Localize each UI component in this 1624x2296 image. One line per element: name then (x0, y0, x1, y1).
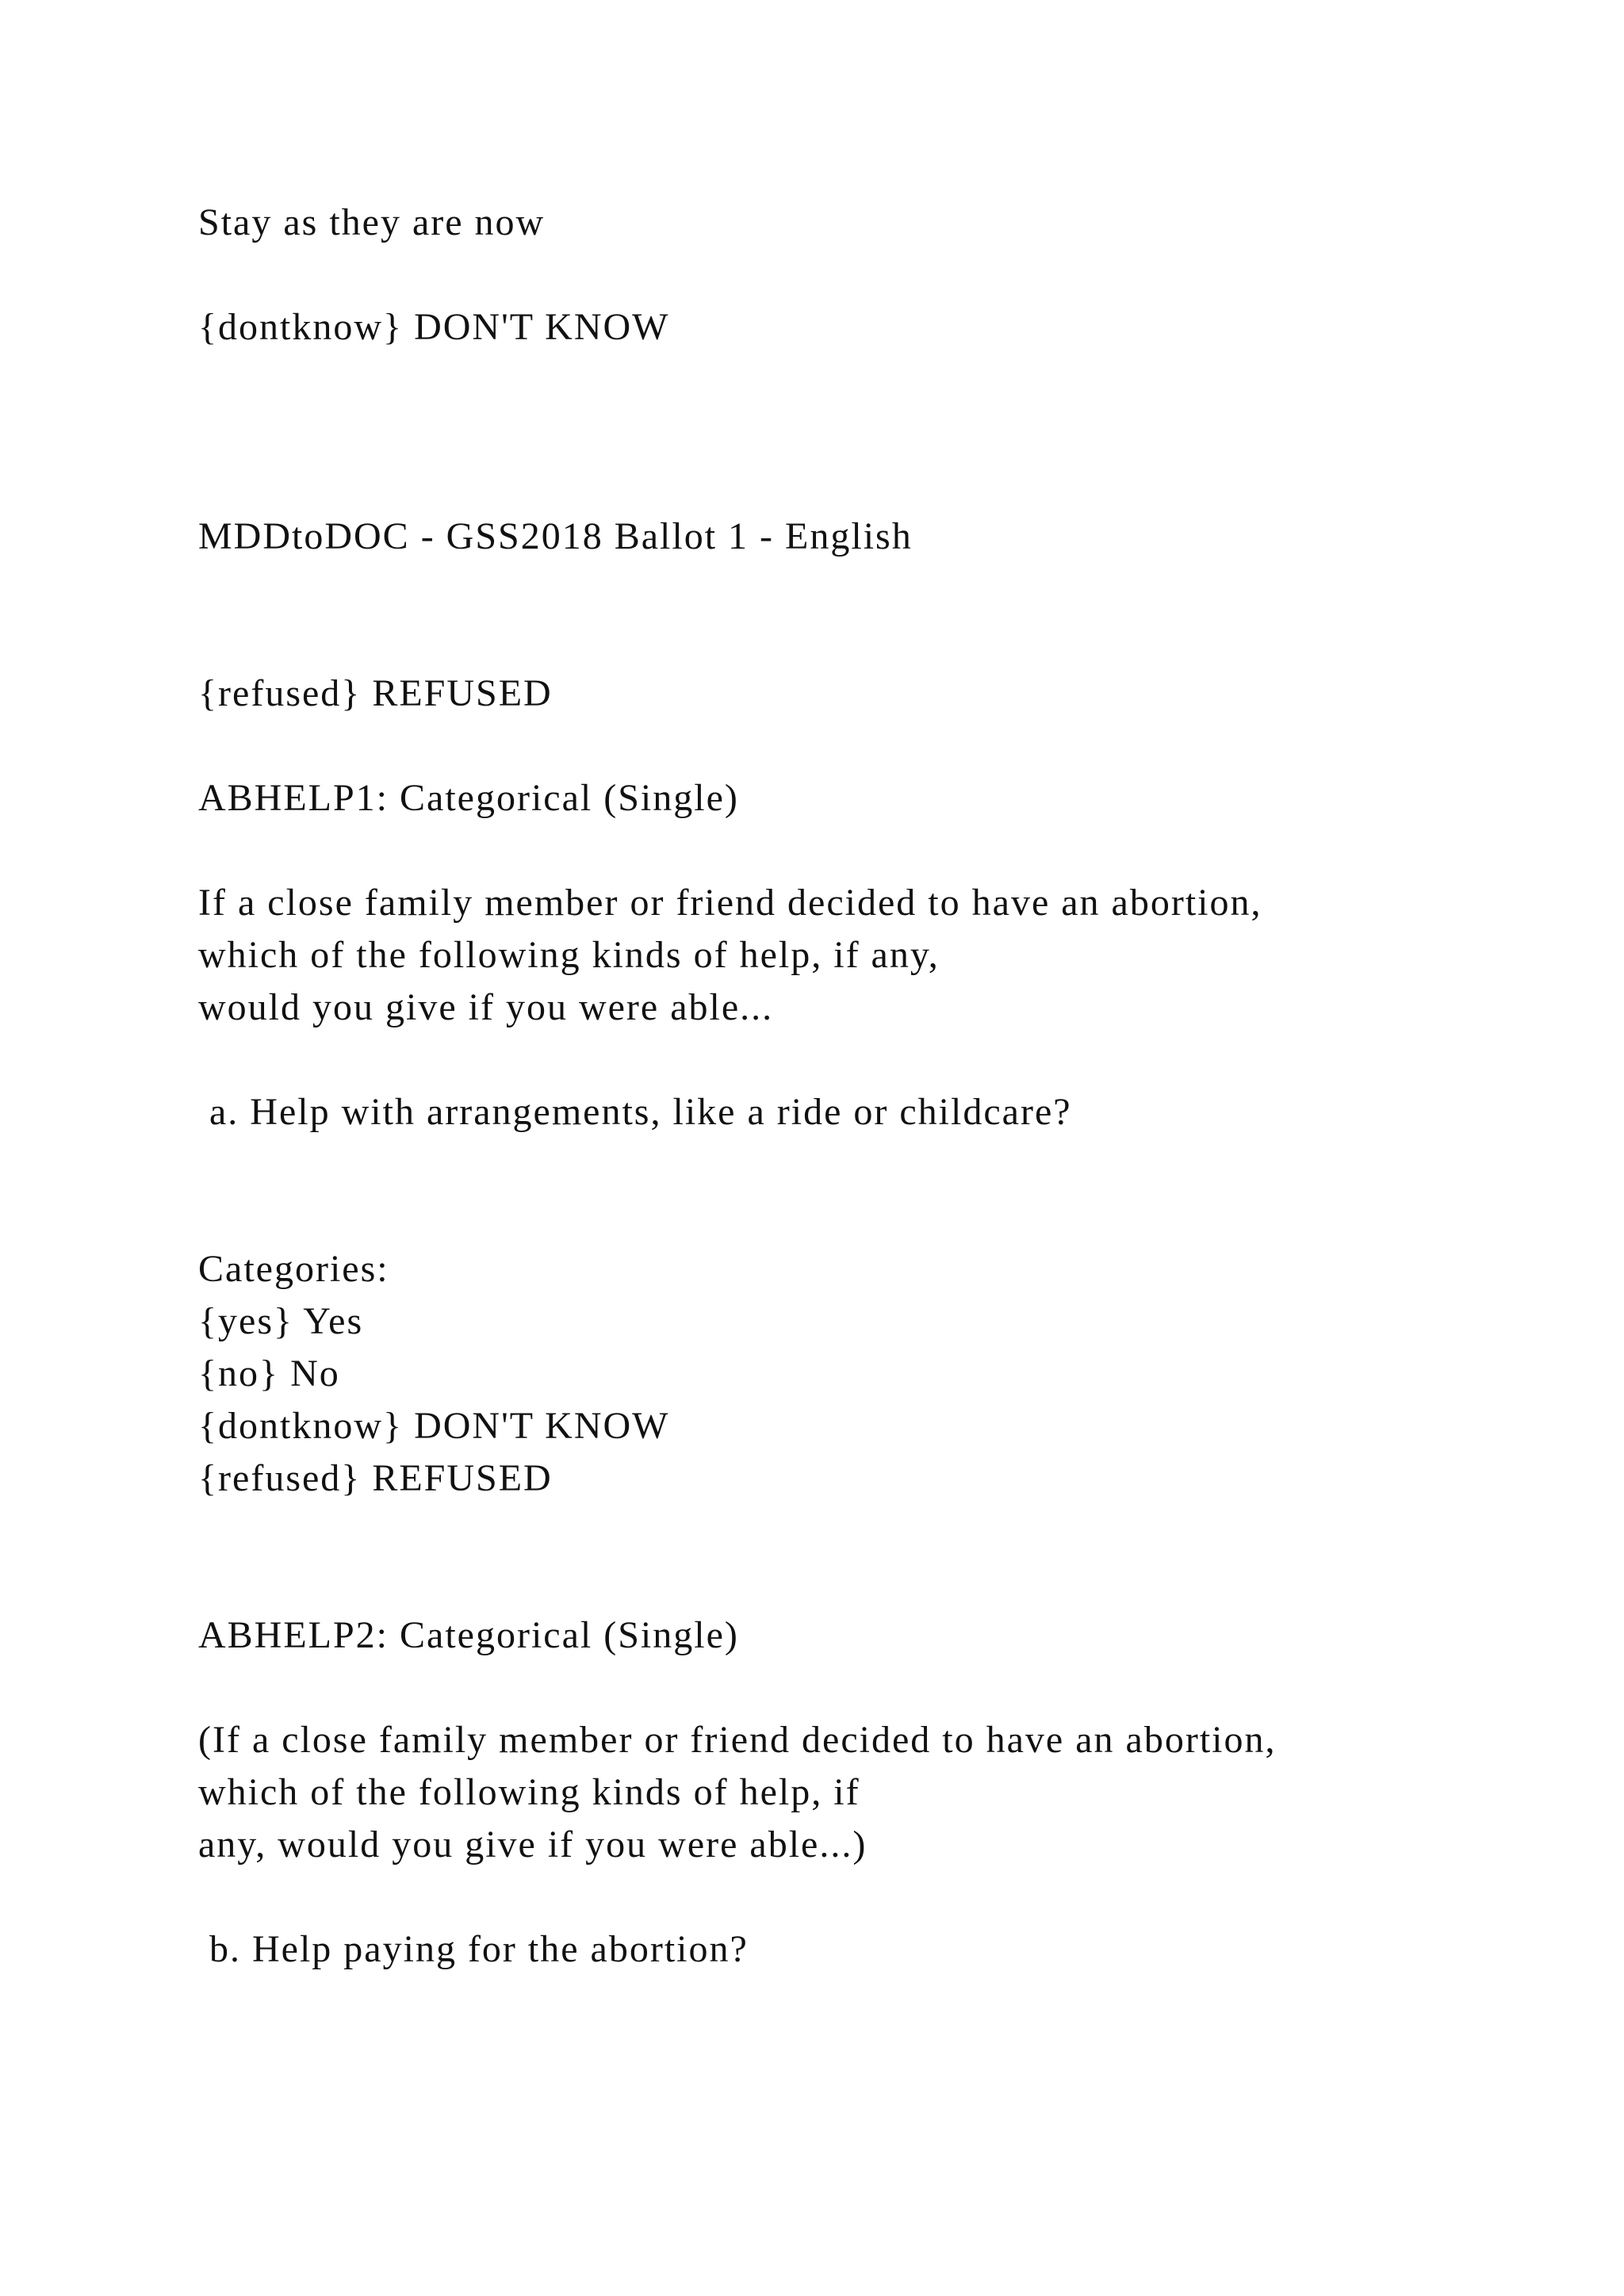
question-title-abhelp1: ABHELP1: Categorical (Single) (198, 777, 739, 819)
question-text-line: any, would you give if you were able...) (198, 1823, 868, 1866)
category-dontknow: {dontknow} DON'T KNOW (198, 1405, 670, 1447)
document-header: MDDtoDOC - GSS2018 Ballot 1 - English (198, 515, 913, 557)
question-text-line: If a close family member or friend decided to have an abortion, (198, 882, 1262, 924)
category-refused: {refused} REFUSED (198, 1457, 553, 1499)
question-text-line: would you give if you were able... (198, 986, 774, 1028)
answer-option-refused: {refused} REFUSED (198, 672, 553, 714)
category-yes: {yes} Yes (198, 1300, 364, 1342)
question-text-line: (If a close family member or friend decided to have an abortion, (198, 1719, 1277, 1761)
question-item-b: b. Help paying for the abortion? (198, 1928, 749, 1970)
question-title-abhelp2: ABHELP2: Categorical (Single) (198, 1614, 739, 1656)
answer-option-stay: Stay as they are now (198, 201, 546, 243)
category-no: {no} No (198, 1353, 340, 1395)
question-text-line: which of the following kinds of help, if any, (198, 934, 940, 976)
question-text-line: which of the following kinds of help, if (198, 1771, 860, 1813)
question-item-a: a. Help with arrangements, like a ride or childcare? (198, 1091, 1072, 1133)
categories-label: Categories: (198, 1248, 389, 1290)
answer-option-dontknow: {dontknow} DON'T KNOW (198, 306, 670, 348)
